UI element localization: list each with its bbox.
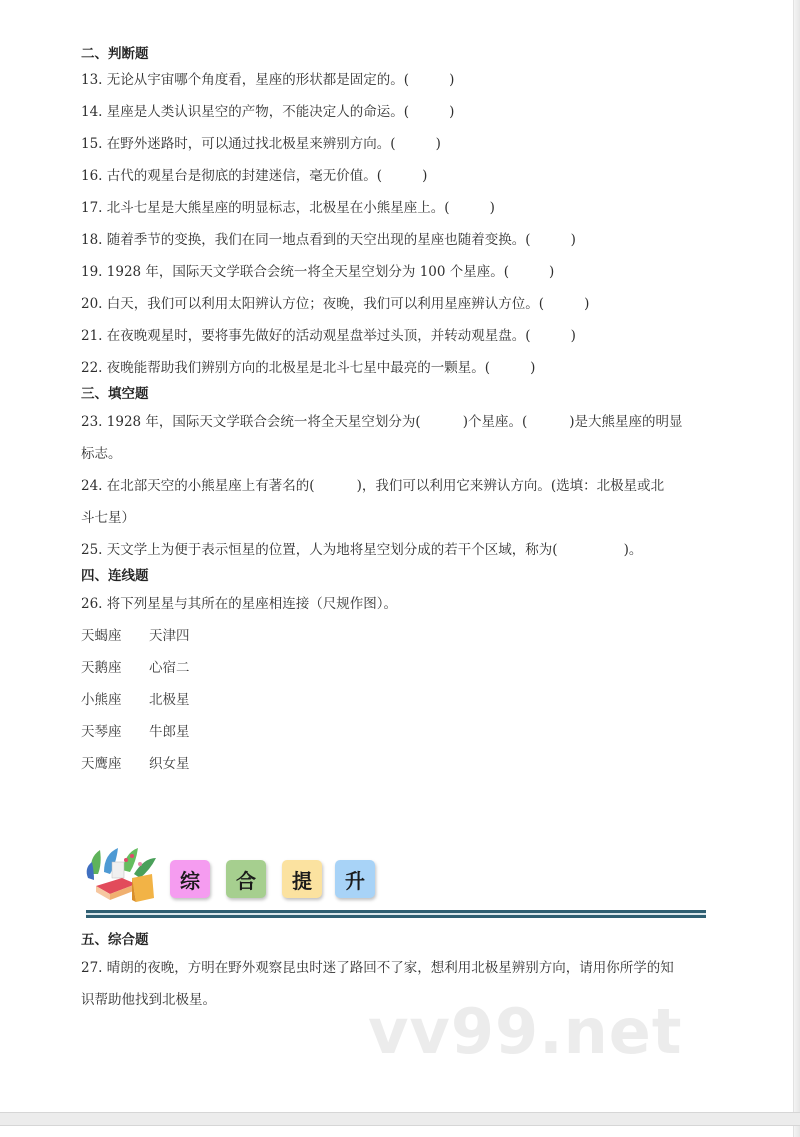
constellation-label: 天琴座 bbox=[81, 724, 122, 740]
matching-pair bbox=[81, 688, 190, 708]
section-title-matching: 四、连线题 bbox=[81, 568, 149, 584]
matching-pair bbox=[81, 752, 190, 772]
section-title-fill: 三、填空题 bbox=[81, 386, 149, 402]
banner-tile-he: 合 bbox=[226, 860, 266, 898]
watermark: vv99.net bbox=[368, 995, 683, 1068]
question-13: 13. 无论从宇宙哪个角度看，星座的形状都是固定的。( ) bbox=[81, 72, 455, 88]
question-16: 16. 古代的观星台是彻底的封建迷信，毫无价值。( ) bbox=[81, 168, 428, 184]
question-14: 14. 星座是人类认识星空的产物，不能决定人的命运。( ) bbox=[81, 104, 455, 120]
question-17: 17. 北斗七星是大熊星座的明显标志，北极星在小熊星座上。( ) bbox=[81, 200, 495, 216]
question-24-line2: 斗七星） bbox=[81, 510, 135, 526]
star-label: 天津四 bbox=[149, 628, 190, 644]
question-19: 19. 1928 年，国际天文学联合会统一将全天星空划分为 100 个星座。( ) bbox=[81, 264, 555, 280]
banner-tile-zong: 综 bbox=[170, 860, 210, 898]
matching-pair bbox=[81, 720, 190, 740]
page-separator bbox=[0, 1112, 800, 1126]
banner-tile-sheng: 升 bbox=[335, 860, 375, 898]
star-label: 心宿二 bbox=[149, 660, 190, 676]
page-edge bbox=[793, 0, 800, 1137]
section-title-comprehensive: 五、综合题 bbox=[81, 932, 149, 948]
star-label: 牛郎星 bbox=[149, 724, 190, 740]
matching-pair bbox=[81, 624, 190, 644]
question-25: 25. 天文学上为便于表示恒星的位置，人为地将星空划分成的若干个区域，称为( )。 bbox=[81, 542, 643, 558]
banner-tile-ti: 提 bbox=[282, 860, 322, 898]
question-22: 22. 夜晚能帮助我们辨别方向的北极星是北斗七星中最亮的一颗星。( ) bbox=[81, 360, 536, 376]
question-18: 18. 随着季节的变换，我们在同一地点看到的天空出现的星座也随着变换。( ) bbox=[81, 232, 576, 248]
star-label: 织女星 bbox=[149, 756, 190, 772]
section-title-judgment: 二、判断题 bbox=[81, 46, 149, 62]
question-21: 21. 在夜晚观星时，要将事先做好的活动观星盘举过头顶，并转动观星盘。( ) bbox=[81, 328, 576, 344]
question-26: 26. 将下列星星与其所在的星座相连接（尺规作图）。 bbox=[81, 596, 398, 612]
constellation-label: 天鹰座 bbox=[81, 756, 122, 772]
constellation-label: 天鹅座 bbox=[81, 660, 122, 676]
books-plants-illustration-icon bbox=[82, 844, 162, 904]
question-23-line2: 标志。 bbox=[81, 446, 122, 462]
constellation-label: 天蝎座 bbox=[81, 628, 122, 644]
question-24-line1: 24. 在北部天空的小熊星座上有著名的( )，我们可以利用它来辨认方向。(选填：北极星或北 bbox=[81, 478, 665, 494]
question-15: 15. 在野外迷路时，可以通过找北极星来辨别方向。( ) bbox=[81, 136, 441, 152]
question-27-line1: 27. 晴朗的夜晚，方明在野外观察昆虫时迷了路回不了家，想利用北极星辨别方向，请用你所学的知 bbox=[81, 960, 674, 976]
constellation-label: 小熊座 bbox=[81, 692, 122, 708]
question-20: 20. 白天，我们可以利用太阳辨认方位；夜晚，我们可以利用星座辨认方位。( ) bbox=[81, 296, 590, 312]
section-banner bbox=[82, 842, 707, 922]
star-label: 北极星 bbox=[149, 692, 190, 708]
banner-divider bbox=[86, 910, 706, 918]
question-23-line1: 23. 1928 年，国际天文学联合会统一将全天星空划分为( )个星座。( )是大熊星座的明显 bbox=[81, 414, 683, 430]
question-27-line2: 识帮助他找到北极星。 bbox=[81, 992, 216, 1008]
matching-pair bbox=[81, 656, 190, 676]
